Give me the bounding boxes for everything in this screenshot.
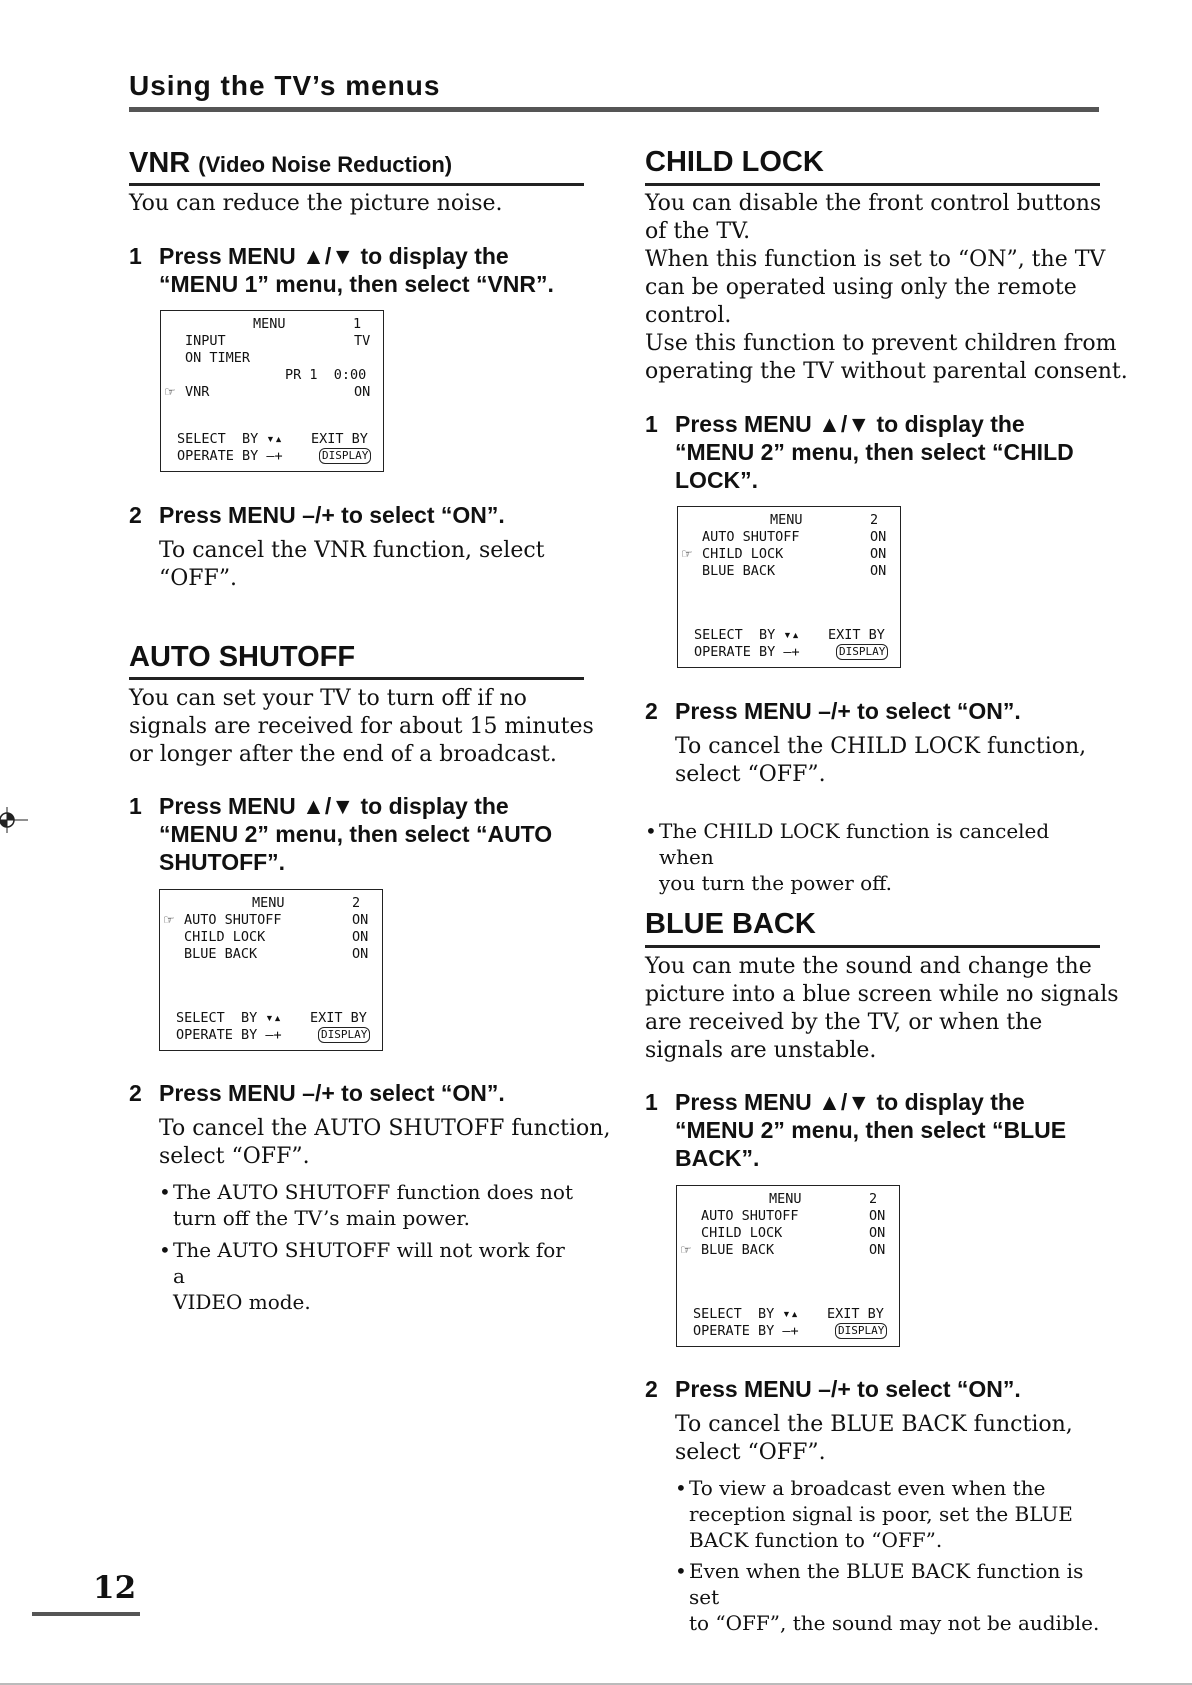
osd-menu-label: MENU — [253, 316, 286, 332]
body-line: When this function is set to “ON”, the TV — [645, 247, 1106, 272]
auto-shutoff-intro — [129, 685, 594, 769]
osd-row-value: ON — [870, 563, 887, 579]
step-number: 2 — [129, 502, 142, 528]
body-line: select “OFF”. — [675, 1440, 826, 1465]
osd-row-label: AUTO SHUTOFF — [701, 1208, 799, 1224]
step-text — [159, 242, 554, 298]
body-line: can be operated using only the remote — [645, 275, 1077, 300]
osd-select-hint: SELECT BY ▾▴ — [176, 1010, 282, 1026]
page-number: 12 — [93, 1570, 137, 1606]
body-line: select “OFF”. — [675, 762, 826, 787]
auto-shutoff-step-2 — [129, 1079, 599, 1109]
bullet-dot: • — [159, 1238, 171, 1262]
osd-row-label: ON TIMER — [185, 350, 251, 366]
osd-row-label: BLUE BACK — [184, 946, 258, 962]
step-line: “MENU 2” menu, then select “AUTO — [159, 821, 553, 847]
child-lock-heading: CHILD LOCK — [645, 146, 824, 178]
step-text — [675, 1088, 1066, 1172]
child-lock-step-2 — [645, 697, 1115, 727]
step-number: 1 — [129, 243, 142, 269]
step-number: 2 — [645, 698, 658, 724]
osd-display-key: DISPLAY — [319, 448, 371, 464]
osd-exit-hint: EXIT BY — [311, 431, 368, 447]
osd-row-label: VNR — [185, 384, 210, 400]
osd-row-value: ON — [352, 929, 369, 945]
vnr-step-1 — [129, 242, 599, 302]
step-line: SHUTOFF”. — [159, 849, 286, 875]
blue-back-rule — [645, 945, 1100, 948]
step-number: 1 — [645, 1089, 658, 1115]
osd-menu-page: 2 — [352, 895, 361, 911]
step-line: Press MENU ▲/▼ to display the — [675, 411, 1025, 437]
pointing-hand-icon: ☞ — [681, 1240, 691, 1259]
body-line: Use this function to prevent children from — [645, 331, 1117, 356]
osd-menu-label: MENU — [770, 512, 803, 528]
auto-shutoff-bullet — [159, 1237, 579, 1314]
osd-display-key: DISPLAY — [318, 1027, 370, 1043]
osd-row-label: AUTO SHUTOFF — [702, 529, 800, 545]
step-number: 2 — [129, 1080, 142, 1106]
body-line: control. — [645, 303, 732, 328]
osd-row-label: INPUT — [185, 333, 226, 349]
auto-shutoff-bullet — [159, 1179, 579, 1233]
osd-row-value: ON — [870, 546, 887, 562]
bullet-line: BACK function to “OFF”. — [689, 1528, 943, 1552]
osd-row-label: CHILD LOCK — [184, 929, 266, 945]
osd-exit-hint: EXIT BY — [827, 1306, 884, 1322]
osd-row-value: ON — [352, 946, 369, 962]
osd-select-hint: SELECT BY ▾▴ — [693, 1306, 799, 1322]
child-lock-rule — [645, 183, 1100, 186]
child-lock-bullet — [645, 818, 1105, 895]
vnr-step-2-body — [159, 537, 545, 593]
step-text: Press MENU –/+ to select “ON”. — [675, 698, 1021, 724]
child-lock-intro — [645, 190, 1128, 386]
auto-shutoff-osd-screen — [159, 889, 383, 1051]
step-text — [159, 792, 552, 876]
blue-back-step-2-body — [675, 1411, 1073, 1467]
step-text: Press MENU –/+ to select “ON”. — [675, 1376, 1021, 1402]
step-line: BACK”. — [675, 1145, 760, 1171]
step-text — [675, 410, 1074, 494]
body-line: signals are received for about 15 minutes — [129, 714, 594, 739]
step-line: “MENU 1” menu, then select “VNR”. — [159, 271, 554, 297]
blue-back-bullet — [675, 1475, 1105, 1555]
registration-mark-icon — [0, 805, 30, 835]
body-line: or longer after the end of a broadcast. — [129, 742, 557, 767]
osd-menu-label: MENU — [252, 895, 285, 911]
body-line: You can set your TV to turn off if no — [129, 686, 527, 711]
body-line: signals are unstable. — [645, 1038, 877, 1063]
body-line: picture into a blue screen while no signals — [645, 982, 1119, 1007]
osd-menu-page: 1 — [353, 316, 362, 332]
vnr-heading — [129, 147, 452, 182]
auto-shutoff-step-2-body — [159, 1115, 610, 1171]
title-rule — [129, 107, 1099, 112]
blue-back-bullet — [675, 1558, 1105, 1635]
step-text: Press MENU –/+ to select “ON”. — [159, 502, 505, 528]
osd-row-label: BLUE BACK — [701, 1242, 775, 1258]
bullet-text — [659, 818, 1105, 896]
bullet-line: to “OFF”, the sound may not be audible. — [689, 1611, 1100, 1635]
bullet-dot: • — [159, 1180, 171, 1204]
vnr-step-2 — [129, 501, 599, 531]
step-line: Press MENU ▲/▼ to display the — [675, 1089, 1025, 1115]
body-line: are received by the TV, or when the — [645, 1010, 1043, 1035]
osd-operate-hint: OPERATE BY –+ — [693, 1323, 799, 1339]
body-line: To cancel the CHILD LOCK function, — [675, 734, 1087, 759]
bullet-line: To view a broadcast even when the — [689, 1476, 1046, 1500]
osd-exit-hint: EXIT BY — [310, 1010, 367, 1026]
osd-row-label: CHILD LOCK — [702, 546, 784, 562]
osd-menu-page: 2 — [870, 512, 879, 528]
step-text: Press MENU –/+ to select “ON”. — [159, 1080, 505, 1106]
vnr-heading-main: VNR — [129, 147, 191, 179]
blue-back-intro — [645, 953, 1119, 1065]
child-lock-osd-screen — [677, 506, 901, 668]
osd-row-value: TV — [354, 333, 371, 349]
body-line: of the TV. — [645, 219, 751, 244]
body-line: You can mute the sound and change the — [645, 954, 1092, 979]
bullet-text — [173, 1237, 579, 1315]
step-line: Press MENU ▲/▼ to display the — [159, 793, 509, 819]
step-line: “MENU 2” menu, then select “CHILD — [675, 439, 1074, 465]
auto-shutoff-heading: AUTO SHUTOFF — [129, 641, 356, 673]
vnr-intro — [129, 190, 503, 218]
osd-operate-hint: OPERATE BY –+ — [177, 448, 283, 464]
bullet-text — [689, 1475, 1073, 1553]
child-lock-step-2-body — [675, 733, 1086, 789]
auto-shutoff-rule — [129, 677, 584, 680]
osd-menu-page: 2 — [869, 1191, 878, 1207]
pointing-hand-icon: ☞ — [682, 544, 692, 563]
vnr-rule — [129, 183, 584, 186]
child-lock-step-1 — [645, 410, 1115, 496]
osd-row-value: ON — [870, 529, 887, 545]
blue-back-step-1 — [645, 1088, 1115, 1174]
blue-back-step-2 — [645, 1375, 1115, 1405]
auto-shutoff-step-1 — [129, 792, 599, 878]
vnr-osd-screen — [160, 310, 384, 472]
osd-menu-label: MENU — [769, 1191, 802, 1207]
bullet-text — [689, 1558, 1105, 1636]
bullet-line: The AUTO SHUTOFF will not work for a — [173, 1238, 565, 1288]
osd-row-label: BLUE BACK — [702, 563, 776, 579]
osd-row-value: ON — [869, 1242, 886, 1258]
step-line: LOCK”. — [675, 467, 759, 493]
body-line: To cancel the VNR function, select — [159, 538, 545, 563]
bullet-dot: • — [645, 819, 657, 843]
body-line: To cancel the BLUE BACK function, — [675, 1412, 1073, 1437]
bullet-line: Even when the BLUE BACK function is set — [689, 1559, 1084, 1609]
blue-back-osd-screen — [676, 1185, 900, 1347]
bullet-dot: • — [675, 1559, 687, 1583]
body-line: “OFF”. — [159, 566, 238, 591]
pointing-hand-icon: ☞ — [165, 382, 175, 401]
osd-operate-hint: OPERATE BY –+ — [176, 1027, 282, 1043]
bullet-dot: • — [675, 1476, 687, 1500]
body-line: select “OFF”. — [159, 1144, 310, 1169]
body-line: To cancel the AUTO SHUTOFF function, — [159, 1116, 611, 1141]
blue-back-heading: BLUE BACK — [645, 908, 816, 940]
osd-row-label: AUTO SHUTOFF — [184, 912, 282, 928]
bullet-text — [173, 1179, 573, 1231]
osd-row-value: ON — [869, 1208, 886, 1224]
osd-select-hint: SELECT BY ▾▴ — [694, 627, 800, 643]
pointing-hand-icon: ☞ — [164, 910, 174, 929]
body-line: You can disable the front control buttons — [645, 191, 1102, 216]
vnr-intro-line: You can reduce the picture noise. — [129, 191, 503, 216]
osd-operate-hint: OPERATE BY –+ — [694, 644, 800, 660]
osd-display-key: DISPLAY — [835, 1323, 887, 1339]
vnr-heading-sub: (Video Noise Reduction) — [198, 152, 453, 177]
page-title: Using the TV’s menus — [129, 70, 441, 101]
osd-select-hint: SELECT BY ▾▴ — [177, 431, 283, 447]
osd-row-value: ON — [869, 1225, 886, 1241]
osd-display-key: DISPLAY — [836, 644, 888, 660]
osd-row-value: ON — [352, 912, 369, 928]
page-number-rule — [32, 1612, 140, 1616]
bullet-line: turn off the TV’s main power. — [173, 1206, 470, 1230]
step-number: 2 — [645, 1376, 658, 1402]
body-line: operating the TV without parental consent. — [645, 359, 1128, 384]
bullet-line: VIDEO mode. — [173, 1290, 311, 1314]
step-number: 1 — [645, 411, 658, 437]
step-number: 1 — [129, 793, 142, 819]
osd-exit-hint: EXIT BY — [828, 627, 885, 643]
osd-row-value: ON — [354, 384, 371, 400]
bullet-line: The CHILD LOCK function is canceled when — [659, 819, 1050, 869]
osd-row-value: PR 1 0:00 — [285, 367, 367, 383]
osd-row-label: CHILD LOCK — [701, 1225, 783, 1241]
bullet-line: reception signal is poor, set the BLUE — [689, 1502, 1073, 1526]
bullet-line: you turn the power off. — [659, 871, 893, 895]
bullet-line: The AUTO SHUTOFF function does not — [173, 1180, 573, 1204]
step-line: “MENU 2” menu, then select “BLUE — [675, 1117, 1067, 1143]
step-line: Press MENU ▲/▼ to display the — [159, 243, 509, 269]
